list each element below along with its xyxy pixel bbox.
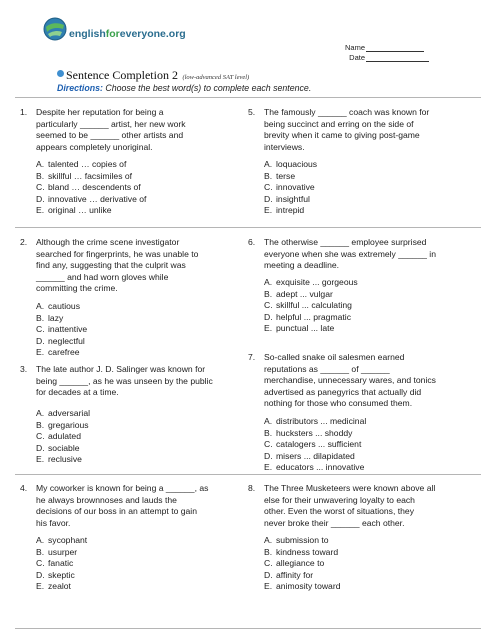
question-number: 2. [20,237,28,247]
answer-options [264,159,474,217]
divider [15,628,481,629]
directions-text: Choose the best word(s) to complete each sentence. [105,83,312,93]
answer-option[interactable]: A. cautious [36,301,81,311]
title-bullet-icon [57,70,64,77]
question-text: My coworker is known for being a ______, as he always brownnoses and lauds the decisions of our boss in an attempt to gain his favor. [36,483,209,528]
question-text: So-called snake oil salesmen earned reputations as ______ of ______ merchandise, unnecessary wares, and tonics advertised as panegyrics that actually did nothing for those who consumed them. [264,352,436,409]
answer-option[interactable]: C. inattentive [36,324,88,335]
answer-option[interactable]: B. hucksters ... shoddy [264,427,353,438]
answer-option[interactable]: B. lazy [36,312,64,323]
answer-option[interactable]: D. affinity for [264,569,314,580]
answer-option[interactable]: E. carefree [36,347,80,358]
answer-option[interactable]: D. misers ... dilapidated [264,450,355,461]
answer-option[interactable]: B. gregarious [36,419,89,430]
answer-option[interactable]: B. skillful … facsimiles of [36,170,133,181]
question-text: Although the crime scene investigator searched for fingerprints, he was unable to find any, suggesting that the culprit was ______ and had worn gloves while committing the crime. [36,237,199,294]
page-title [57,66,249,84]
answer-option[interactable]: E. intrepid [264,205,305,216]
answer-option[interactable]: D. sociable [36,442,80,453]
date-field[interactable] [340,53,429,63]
question-number: 8. [248,483,256,493]
answer-option[interactable]: D. innovative … derivative of [36,193,147,204]
answer-option[interactable]: D. skeptic [36,569,75,580]
answer-option[interactable]: B. adept ... vulgar [264,288,333,299]
answer-option[interactable]: C. allegiance to [264,558,325,569]
answer-option[interactable]: E. zealot [36,581,71,592]
answer-option[interactable]: C. fanatic [36,558,74,569]
answer-option[interactable]: A. loquacious [264,159,318,169]
question-text: The otherwise ______ employee surprised everyone when she was extremely ______ in meeting a deadline. [264,237,436,271]
answer-option[interactable]: A. submission to [264,535,329,545]
logo-wordmark: englishforeveryone.org [69,28,186,40]
answer-option[interactable]: A. adversarial [36,408,91,418]
name-field[interactable] [340,43,429,53]
answer-option[interactable]: B. usurper [36,546,78,557]
answer-options [264,535,474,593]
name-date-block [340,43,429,63]
question-number: 3. [20,364,28,374]
question-number: 4. [20,483,28,493]
answer-option[interactable]: A. distributors ... medicinal [264,416,367,426]
answer-option[interactable]: E. reclusive [36,454,82,465]
question-text: The Three Musketeers were known above all else for their unwavering loyalty to each other. Even the worst of situations, they never broke their ______ each other. [264,483,436,528]
answer-options [36,159,246,217]
answer-option[interactable]: E. educators ... innovative [264,462,365,473]
answer-option[interactable]: C. innovative [264,182,315,193]
answer-options [36,535,246,593]
date-label: Date [349,53,365,62]
question-text: The famously ______ coach was known for being succinct and erring on the side of brevity when it came to giving post-game interviews. [264,107,430,152]
answer-option[interactable]: D. neglectful [36,335,85,346]
answer-option[interactable]: C. bland … descendents of [36,182,141,193]
directions [57,83,311,93]
date-line[interactable] [366,53,429,62]
divider [15,474,481,475]
answer-option[interactable]: A. talented … copies of [36,159,127,169]
question-number: 1. [20,107,28,117]
answer-options [264,277,474,335]
directions-label: Directions: [57,83,103,93]
answer-option[interactable]: B. terse [264,170,296,181]
question-number: 7. [248,352,256,362]
answer-option[interactable]: D. insightful [264,193,310,204]
answer-option[interactable]: E. punctual ... late [264,323,335,334]
question-number: 5. [248,107,256,117]
question-text: The late author J. D. Salinger was known for being ______, as he was unseen by the public for decades at a time. [36,364,213,398]
name-label: Name [344,43,365,52]
divider [15,227,481,228]
answer-option[interactable]: C. catalogers ... sufficient [264,439,362,450]
name-line[interactable] [366,43,424,52]
answer-option[interactable]: C. adulated [36,431,81,442]
title-level: (low-advanced SAT level) [182,74,250,81]
answer-options [264,416,474,474]
answer-option[interactable]: A. sycophant [36,535,88,545]
divider [15,97,481,98]
answer-options [36,408,246,466]
answer-option[interactable]: B. kindness toward [264,546,339,557]
globe-logo-icon [43,17,67,41]
answer-options [36,301,246,359]
answer-option[interactable]: A. exquisite ... gorgeous [264,277,358,287]
answer-option[interactable]: E. animosity toward [264,581,341,592]
question-number: 6. [248,237,256,247]
answer-option[interactable]: E. original … unlike [36,205,112,216]
answer-option[interactable]: C. skillful ... calculating [264,300,352,311]
site-logo[interactable] [43,17,186,53]
question-text: Despite her reputation for being a particularly ______ artist, her new work seemed to be ______ other artists and appears completely unoriginal. [36,107,186,152]
answer-option[interactable]: D. helpful ... pragmatic [264,311,351,322]
title-main: Sentence Completion 2 [66,68,178,82]
